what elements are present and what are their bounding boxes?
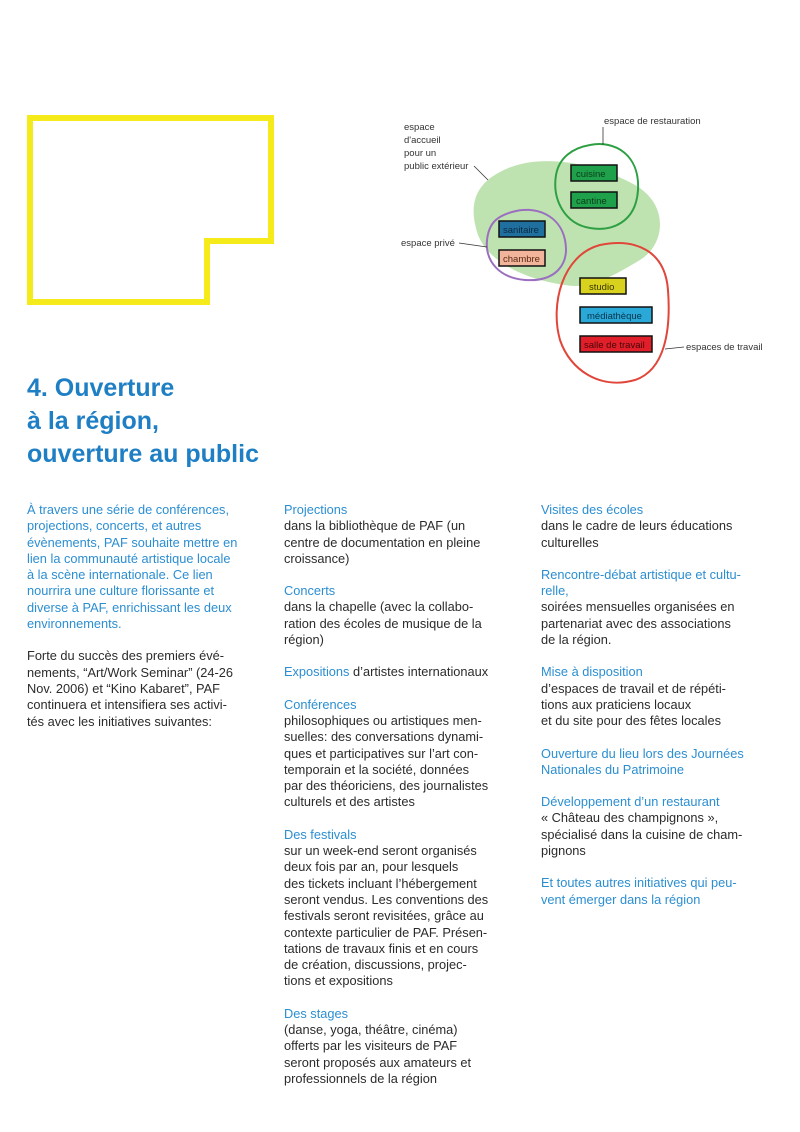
box-cuisine-label: cuisine (576, 169, 606, 180)
projections-line: centre de documentation en pleine (284, 534, 481, 550)
rencontre-title: relle, (541, 583, 569, 599)
festivals-title: Des festivals (284, 826, 357, 842)
conferences-title: Conférences (284, 696, 357, 712)
leader-accueil (474, 166, 488, 180)
block-stages (284, 1006, 522, 1087)
block-rencontre (541, 567, 776, 648)
label-accueil-line1: espace (404, 122, 435, 133)
festivals-line: contexte particulier de PAF. Présen- (284, 924, 488, 940)
festivals-line: festivals seront revisitées, grâce au (284, 908, 484, 924)
mise-title: Mise à disposition (541, 664, 643, 680)
conferences-line: par des théoriciens, des journalistes (284, 778, 489, 794)
block-autres (541, 875, 776, 908)
intro-line: évènements, PAF souhaite mettre en (27, 534, 238, 550)
box-mediatheque-label: médiathèque (587, 311, 642, 322)
events-line: Forte du succès des premiers évé- (27, 648, 225, 664)
intro-line: diverse à PAF, enrichissant les deux (27, 599, 232, 615)
rencontre-title: Rencontre-débat artistique et cultu- (541, 566, 741, 582)
box-studio-label: studio (589, 282, 615, 293)
box-studio (580, 278, 626, 294)
mise-line: d’espaces de travail et de répéti- (541, 680, 726, 696)
festivals-line: des tickets incluant l’hébergement (284, 875, 477, 891)
intro-line: À travers une série de conférences, (27, 502, 230, 517)
conferences-line: ques et participatives sur l’art con- (284, 745, 479, 761)
block-mise (541, 664, 776, 729)
leader-travail (665, 347, 684, 349)
visites-line: culturelles (541, 534, 599, 550)
box-cantine (571, 192, 617, 208)
conferences-line: culturels et des artistes (284, 794, 415, 810)
heading-line-2: à la région, (27, 407, 159, 435)
block-restaurant (541, 794, 776, 859)
block-ouverture (541, 746, 776, 779)
conferences-line: philosophiques ou artistiques men- (284, 712, 482, 728)
festivals-line: seront vendus. Les conventions des (284, 891, 489, 907)
concerts-title: Concerts (284, 583, 336, 599)
festivals-line: tations de travaux finis et en cours (284, 940, 479, 956)
yellow-outline-path (30, 118, 271, 302)
restaurant-line: « Château des champignons », (541, 810, 719, 826)
heading-line-1: 4. Ouverture (27, 374, 175, 402)
section-heading (27, 372, 259, 471)
rencontre-line: partenariat avec des associations (541, 615, 731, 631)
box-chambre-label: chambre (503, 254, 540, 265)
box-mediatheque (580, 307, 652, 323)
box-salle-label: salle de travail (584, 340, 645, 351)
label-accueil-line4: public extérieur (404, 161, 469, 172)
label-accueil-line2: d'accueil (404, 135, 441, 146)
festivals-line: deux fois par an, pour lesquels (284, 859, 459, 875)
restaurant-line: pignons (541, 843, 586, 859)
block-conferences (284, 697, 522, 811)
festivals-line: tions et expositions (284, 973, 393, 989)
conferences-line: suelles: des conversations dynami- (284, 729, 484, 745)
box-salle (580, 336, 652, 352)
restaurant-line: spécialisé dans la cuisine de cham- (541, 826, 743, 842)
stages-line: seront proposés aux amateurs et (284, 1054, 472, 1070)
column-initiatives (541, 502, 776, 924)
label-accueil-line3: pour un (404, 148, 437, 159)
concerts-line: dans la chapelle (avec la collabo- (284, 599, 474, 615)
intro-line: projections, concerts, et autres (27, 518, 202, 534)
festivals-line: sur un week-end seront organisés (284, 843, 477, 859)
stages-title: Des stages (284, 1005, 349, 1021)
intro-line: nourrira une culture florissante et (27, 583, 215, 599)
events-paragraph (27, 648, 265, 729)
rencontre-line: de la région. (541, 632, 612, 648)
autres-title: Et toutes autres initiatives qui peu- (541, 875, 737, 891)
stages-line: professionnels de la région (284, 1070, 437, 1086)
intro-line: environnements. (27, 616, 122, 632)
events-line: continuera et intensifiera ses activi- (27, 697, 227, 713)
mise-line: et du site pour des fêtes locales (541, 713, 721, 729)
column-intro (27, 502, 265, 730)
stages-line: offerts par les visiteurs de PAF (284, 1038, 458, 1054)
expositions-body: d’artistes internationaux (349, 664, 489, 680)
rencontre-line: soirées mensuelles organisées en (541, 599, 735, 615)
space-diagram (380, 100, 780, 390)
block-visites (541, 502, 776, 551)
expositions-title: Expositions (284, 664, 350, 680)
box-sanitaire (499, 221, 545, 237)
conferences-line: temporain et la société, données (284, 761, 469, 777)
intro-line: lien la communauté artistique locale (27, 550, 231, 566)
heading-line-3: ouverture au public (27, 440, 259, 468)
box-cuisine (571, 165, 617, 181)
box-sanitaire-label: sanitaire (503, 225, 539, 236)
stages-line: (danse, yoga, théâtre, cinéma) (284, 1022, 458, 1038)
visites-title: Visites des écoles (541, 502, 644, 517)
events-line: tés avec les initiatives suivantes: (27, 713, 212, 729)
column-activities (284, 502, 522, 1103)
ouverture-title: Nationales du Patrimoine (541, 761, 684, 777)
intro-paragraph (27, 502, 265, 632)
intro-line: à la scène internationale. Ce lien (27, 567, 213, 583)
events-line: Nov. 2006) et “Kino Kabaret”, PAF (27, 680, 220, 696)
festivals-line: de création, discussions, projec- (284, 957, 467, 973)
label-travail: espaces de travail (686, 342, 763, 353)
label-restauration: espace de restauration (604, 116, 701, 127)
concerts-line: ration des écoles de musique de la (284, 615, 482, 631)
projections-title: Projections (284, 502, 348, 517)
box-chambre (499, 250, 545, 266)
block-expositions (284, 664, 522, 680)
mise-line: tions aux praticiens locaux (541, 696, 692, 712)
projections-line: croissance) (284, 550, 350, 566)
ouverture-title: Ouverture du lieu lors des Journées (541, 745, 744, 761)
box-cantine-label: cantine (576, 196, 607, 207)
block-festivals (284, 827, 522, 990)
visites-line: dans le cadre de leurs éducations (541, 518, 733, 534)
block-concerts (284, 583, 522, 648)
yellow-outline-shape (0, 0, 300, 320)
projections-line: dans la bibliothèque de PAF (un (284, 518, 466, 534)
concerts-line: région) (284, 632, 324, 648)
block-projections (284, 502, 522, 567)
restaurant-title: Développement d’un restaurant (541, 794, 720, 810)
label-prive: espace privé (401, 238, 455, 249)
events-line: nements, “Art/Work Seminar” (24-26 (27, 664, 233, 680)
autres-title: vent émerger dans la région (541, 891, 701, 907)
